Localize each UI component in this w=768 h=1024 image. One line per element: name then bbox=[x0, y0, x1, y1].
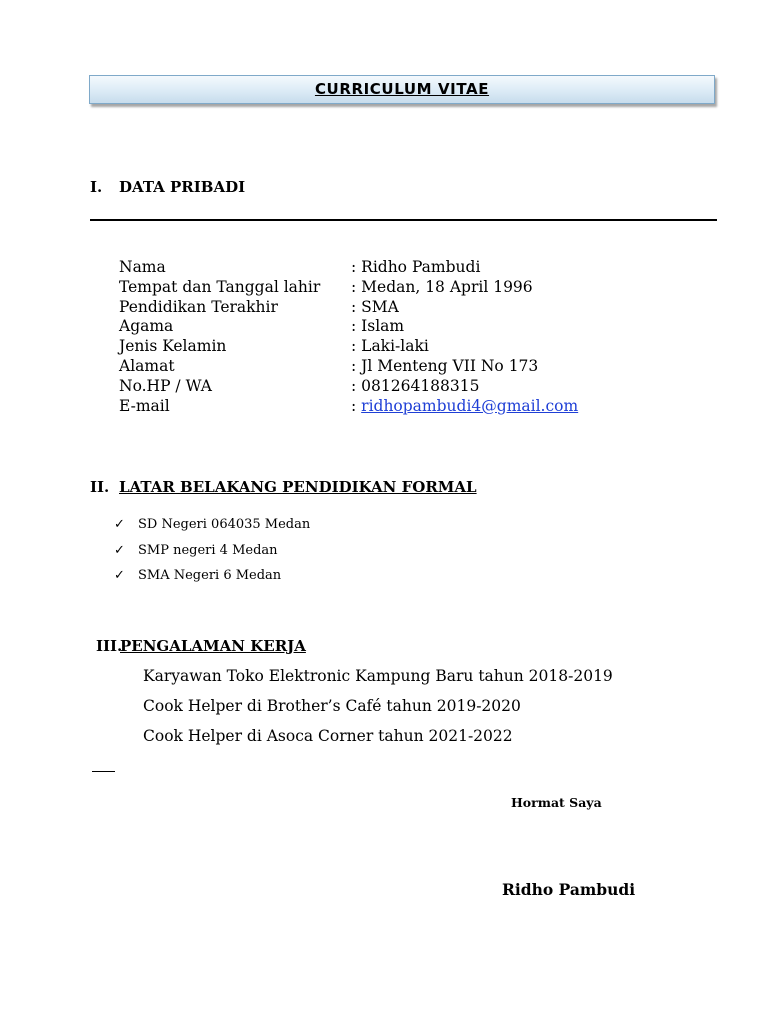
education-list bbox=[114, 515, 310, 592]
info-row-address bbox=[119, 357, 578, 377]
page-title: CURRICULUM VITAE bbox=[314, 80, 490, 98]
info-value: : Laki-laki bbox=[351, 337, 429, 356]
work-experience-list bbox=[143, 664, 613, 754]
list-item bbox=[114, 541, 310, 567]
education-item: SMP negeri 4 Medan bbox=[138, 542, 278, 558]
info-value: : Medan, 18 April 1996 bbox=[351, 277, 533, 296]
info-row-nama bbox=[119, 258, 578, 278]
checkmark-icon: ✓ bbox=[114, 568, 125, 583]
info-value: : Islam bbox=[351, 317, 405, 336]
info-value: : 081264188315 bbox=[351, 376, 480, 395]
list-item bbox=[114, 515, 310, 541]
education-item: SD Negeri 064035 Medan bbox=[138, 517, 311, 532]
section3-title: PENGALAMAN KERJA bbox=[120, 637, 306, 655]
email-link[interactable]: ridhopambudi4@gmail.com bbox=[361, 396, 579, 415]
checkmark-icon: ✓ bbox=[114, 517, 125, 532]
info-label: Agama bbox=[119, 317, 174, 336]
section2-number: II. bbox=[90, 478, 110, 496]
list-item bbox=[114, 566, 310, 592]
section1-number: I. bbox=[90, 178, 103, 196]
section2-title: LATAR BELAKANG PENDIDIKAN FORMAL bbox=[119, 478, 477, 496]
work-item: Cook Helper di Asoca Corner tahun 2021-2022 bbox=[143, 727, 513, 745]
info-row-gender bbox=[119, 337, 578, 357]
email-colon: : bbox=[351, 396, 362, 415]
info-value: : Ridho Pambudi bbox=[351, 258, 481, 276]
info-label: Jenis Kelamin bbox=[119, 337, 227, 356]
education-item: SMA Negeri 6 Medan bbox=[138, 568, 282, 583]
info-label: No.HP / WA bbox=[119, 376, 212, 395]
work-item: Cook Helper di Brother’s Café tahun 2019-2020 bbox=[143, 697, 521, 715]
short-divider bbox=[92, 771, 115, 772]
section1-title: DATA PRIBADI bbox=[119, 178, 246, 196]
info-label: E-mail bbox=[119, 396, 170, 415]
closing-text: Hormat Saya bbox=[511, 795, 602, 810]
divider-line bbox=[90, 219, 717, 221]
info-value bbox=[351, 397, 578, 417]
title-banner bbox=[89, 75, 715, 104]
checkmark-icon: ✓ bbox=[114, 542, 125, 558]
info-row-education bbox=[119, 298, 578, 318]
signature-name: Ridho Pambudi bbox=[502, 880, 636, 899]
section3-number: III. bbox=[96, 637, 123, 655]
info-label: Tempat dan Tanggal lahir bbox=[119, 277, 321, 296]
info-value: : SMA bbox=[351, 297, 399, 316]
info-label: Alamat bbox=[119, 356, 175, 375]
info-row-email bbox=[119, 397, 578, 417]
info-label: Pendidikan Terakhir bbox=[119, 297, 278, 316]
info-label: Nama bbox=[119, 258, 166, 276]
info-value: : Jl Menteng VII No 173 bbox=[351, 356, 539, 375]
info-row-phone bbox=[119, 377, 578, 397]
personal-data-table bbox=[119, 258, 578, 416]
info-row-religion bbox=[119, 317, 578, 337]
work-item: Karyawan Toko Elektronic Kampung Baru tahun 2018-2019 bbox=[143, 667, 613, 685]
info-row-birth bbox=[119, 278, 578, 298]
